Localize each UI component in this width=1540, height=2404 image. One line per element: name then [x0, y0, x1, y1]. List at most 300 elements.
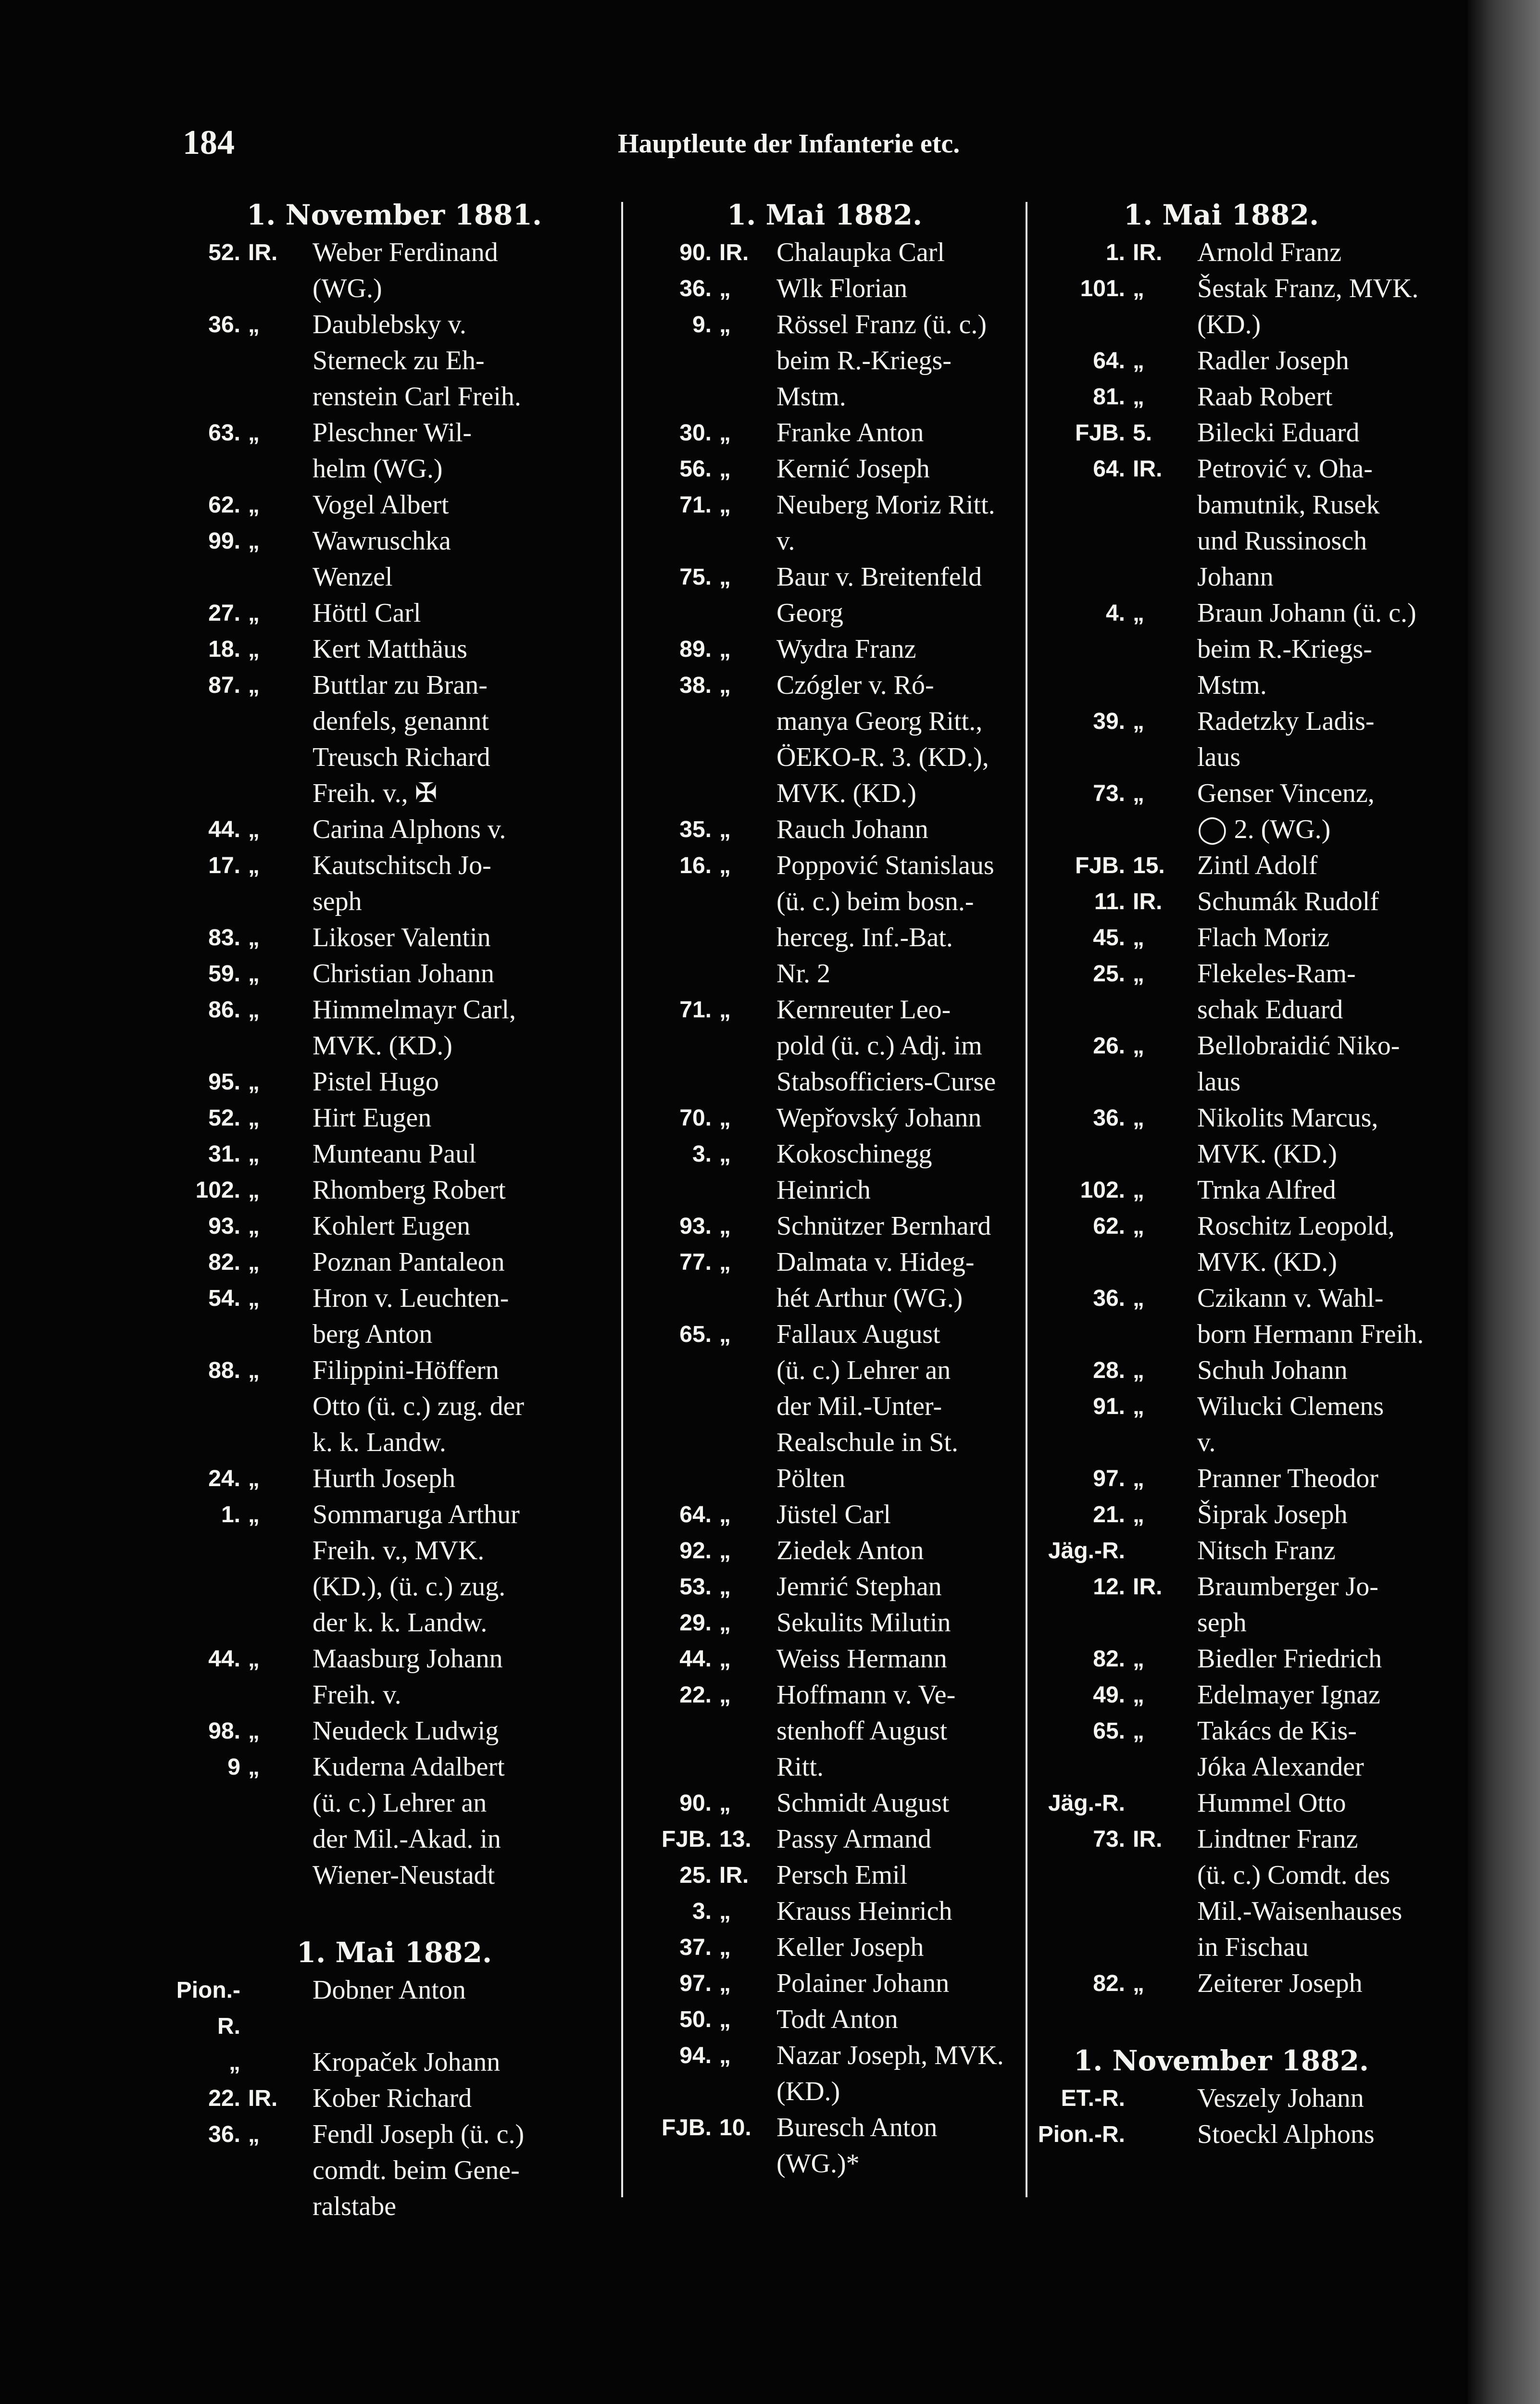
- regiment-type: „: [248, 1286, 260, 1311]
- entry-line: Hoffmann v. Ve-: [776, 1680, 956, 1710]
- regiment-number: 89.: [679, 637, 712, 662]
- roster-entry: [625, 992, 1024, 1100]
- regiment-number: 26.: [1093, 1033, 1125, 1059]
- roster-entry: [1029, 1208, 1414, 1280]
- entry-line: Genser Vincenz,: [1197, 778, 1375, 808]
- roster-entry: [1029, 1352, 1414, 1389]
- regiment-type: „: [719, 1790, 731, 1816]
- entry-line: MVK. (KD.): [776, 778, 916, 808]
- regiment-type: „: [719, 2007, 731, 2032]
- regiment-type: IR.: [1133, 1574, 1163, 1600]
- roster-entry: [168, 2116, 620, 2225]
- officer-name: [770, 1821, 1024, 1857]
- entry-line: Filippini-Höffern: [313, 1355, 499, 1385]
- roster-entry: [1029, 2080, 1414, 2116]
- roster-entry: [625, 1966, 1024, 2002]
- entry-line: Christian Johann: [313, 959, 494, 989]
- regiment-type: „: [719, 817, 731, 842]
- entry-line: MVK. (KD.): [1197, 1139, 1337, 1169]
- regiment-number: 52.: [208, 240, 240, 265]
- roster-entry: [1029, 2116, 1414, 2153]
- regiment-type: „: [1133, 925, 1144, 951]
- regiment-number: 101.: [1080, 276, 1125, 301]
- column-middle: [625, 192, 1024, 2182]
- officer-name: [1190, 271, 1418, 343]
- entry-line: k. k. Landw.: [313, 1427, 446, 1457]
- roster-entry: [625, 559, 1024, 631]
- page-number: 184: [183, 123, 235, 162]
- roster-entry: [168, 1244, 620, 1280]
- regiment-number: 3.: [692, 1141, 712, 1167]
- entry-line: hét Arthur (WG.): [776, 1283, 963, 1313]
- regiment-number: Jäg.-R.: [1048, 1790, 1125, 1816]
- regiment-type: „: [248, 997, 260, 1023]
- entry-line: (WG.)*: [776, 2149, 860, 2179]
- regiment-number: 86.: [208, 997, 240, 1023]
- regiment-number: 88.: [208, 1358, 240, 1383]
- roster-entry: [168, 667, 620, 812]
- entry-line: Polainer Johann: [776, 1968, 950, 1998]
- officer-name: [770, 1316, 1024, 1497]
- officer-name: [1190, 2116, 1414, 2153]
- regiment-type: „: [719, 997, 731, 1023]
- entry-line: ÖEKO-R. 3. (KD.),: [776, 742, 989, 772]
- officer-name: [1190, 1533, 1414, 1569]
- regiment-type: „: [1133, 781, 1144, 806]
- entry-line: (ü. c.) beim bosn.-: [776, 887, 974, 916]
- regiment-number: Jäg.-R.: [1048, 1538, 1125, 1564]
- regiment-type: „: [248, 673, 260, 698]
- regiment-type: „: [248, 492, 260, 518]
- entry-line: renstein Carl Freih.: [313, 382, 521, 412]
- officer-name: [1190, 343, 1414, 379]
- entry-line: Lindtner Franz: [1197, 1824, 1358, 1854]
- entry-line: pold (ü. c.) Adj. im: [776, 1031, 982, 1061]
- officer-name: [1190, 848, 1414, 884]
- entry-line: Neuberg Moriz Ritt.: [776, 490, 995, 520]
- regiment-number: 18.: [208, 637, 240, 662]
- entry-line: Sekulits Milutin: [776, 1608, 951, 1638]
- regiment-number: 93.: [679, 1214, 712, 1239]
- officer-name: [770, 1497, 1024, 1533]
- regiment-number: 45.: [1093, 925, 1125, 951]
- entry-line: Sommaruga Arthur: [313, 1500, 520, 1529]
- roster-entry: [1029, 379, 1414, 415]
- entry-line: schak Eduard: [1197, 995, 1343, 1025]
- regiment-type: „: [719, 1971, 731, 1996]
- officer-name: [770, 1136, 1024, 1208]
- regiment-type: „: [1133, 1033, 1144, 1059]
- regiment-type: „: [719, 1538, 731, 1564]
- regiment-number: 56.: [679, 456, 712, 482]
- entry-line: Munteanu Paul: [313, 1139, 476, 1169]
- regiment-number: 83.: [208, 925, 240, 951]
- entry-line: Raab Robert: [1197, 382, 1333, 412]
- roster-entry: [1029, 1100, 1414, 1172]
- regiment-number: 62.: [208, 492, 240, 518]
- officer-name: [770, 1641, 1024, 1677]
- entry-line: Edelmayer Ignaz: [1197, 1680, 1380, 1710]
- officer-name: [1190, 451, 1414, 595]
- regiment-number: 44.: [208, 817, 240, 842]
- regiment-number: 92.: [679, 1538, 712, 1564]
- regiment-type: „: [719, 1214, 731, 1239]
- roster-entry: [168, 631, 620, 667]
- entry-line: (KD.), (ü. c.) zug.: [313, 1572, 506, 1602]
- roster-entry: [625, 1497, 1024, 1533]
- officer-name: [306, 235, 620, 307]
- officer-name: [770, 1569, 1024, 1605]
- entry-line: Stabsofficiers-Curse: [776, 1067, 996, 1097]
- regiment-number: 1.: [1105, 240, 1125, 265]
- section-heading: 1. November 1881.: [246, 199, 542, 231]
- entry-line: Ritt.: [776, 1752, 824, 1782]
- regiment-number: 65.: [679, 1322, 712, 1347]
- entry-line: MVK. (KD.): [1197, 1247, 1337, 1277]
- regiment-number: 90.: [679, 240, 712, 265]
- regiment-number: 62.: [1093, 1214, 1125, 1239]
- regiment-type: IR.: [1133, 889, 1163, 914]
- roster-entry: [625, 1821, 1024, 1857]
- regiment-number: FJB.: [1075, 853, 1125, 878]
- entry-line: Kert Matthäus: [313, 634, 467, 664]
- entry-line: Arnold Franz: [1197, 238, 1342, 267]
- entry-line: Dobner Anton: [313, 1975, 466, 2005]
- regiment-type: „: [719, 420, 731, 446]
- regiment-number: 82.: [1093, 1646, 1125, 1672]
- regiment-type: „: [719, 1899, 731, 1924]
- regiment-number: 31.: [208, 1141, 240, 1167]
- regiment-type: „: [248, 1502, 260, 1528]
- officer-name: [770, 2110, 1024, 2182]
- regiment-number: 21.: [1093, 1502, 1125, 1528]
- roster-entry: [625, 1569, 1024, 1605]
- entry-line: Radler Joseph: [1197, 346, 1349, 376]
- roster-entry: [168, 1641, 620, 1713]
- regiment-number: 44.: [208, 1646, 240, 1672]
- regiment-type: „: [719, 1935, 731, 1960]
- roster-entry: [625, 1857, 1024, 1893]
- entry-line: Krauss Heinrich: [776, 1896, 952, 1926]
- entry-line: Wydra Franz: [776, 634, 916, 664]
- regiment-type: „: [719, 1322, 731, 1347]
- regiment-type: „: [248, 1177, 260, 1203]
- officer-name: [306, 1641, 620, 1713]
- regiment-number: 36.: [1093, 1286, 1125, 1311]
- roster-entry: [625, 631, 1024, 667]
- entry-line: Jemrić Stephan: [776, 1572, 942, 1602]
- regiment-type: „: [248, 528, 260, 554]
- entry-line: Höttl Carl: [313, 598, 421, 628]
- roster-entry: [168, 1713, 620, 1749]
- officer-name: [306, 631, 620, 667]
- regiment-type: „: [248, 1754, 260, 1780]
- roster-entry: [168, 1100, 620, 1136]
- entry-line: Zintl Adolf: [1197, 851, 1318, 880]
- officer-name: [306, 307, 620, 415]
- officer-name: [1190, 1208, 1414, 1280]
- officer-name: [770, 2002, 1024, 2038]
- officer-name: [770, 307, 1024, 415]
- regiment-number: 95.: [208, 1069, 240, 1095]
- officer-name: [1190, 920, 1414, 956]
- officer-name: [306, 1280, 620, 1352]
- roster-entry: [625, 1208, 1024, 1244]
- entry-line: MVK. (KD.): [313, 1031, 452, 1061]
- roster-entry: [168, 1461, 620, 1497]
- officer-name: [306, 992, 620, 1064]
- regiment-number: 82.: [1093, 1971, 1125, 1996]
- regiment-number: 70.: [679, 1105, 712, 1131]
- roster-entry: [168, 956, 620, 992]
- regiment-type: „: [1133, 709, 1144, 734]
- regiment-type: „: [1133, 384, 1144, 410]
- entry-line: Pistel Hugo: [313, 1067, 439, 1097]
- regiment-number: 44.: [679, 1646, 712, 1672]
- entry-line: seph: [1197, 1608, 1247, 1638]
- officer-name: [1190, 415, 1414, 451]
- roster-entry: [1029, 271, 1419, 343]
- entry-line: Wenzel: [313, 562, 393, 592]
- running-title: Hauptleute der Infanterie etc.: [618, 129, 960, 159]
- entry-line: Realschule in St.: [776, 1427, 958, 1457]
- officer-name: [306, 1497, 620, 1641]
- entry-line: laus: [1197, 742, 1241, 772]
- officer-name: [306, 920, 620, 956]
- entry-line: Kuderna Adalbert: [313, 1752, 505, 1782]
- officer-name: [306, 848, 620, 920]
- roster-entry: [1029, 415, 1414, 451]
- officer-name: [770, 235, 1024, 271]
- regiment-type: „: [1133, 1105, 1144, 1131]
- regiment-type: „: [719, 312, 731, 338]
- column-rule: [1026, 202, 1027, 2197]
- entry-line: (KD.): [776, 2077, 840, 2106]
- officer-name: [1190, 1172, 1414, 1208]
- roster-entry: [168, 523, 620, 595]
- roster-entry: [1029, 703, 1414, 776]
- regiment-type: „: [1133, 348, 1144, 374]
- regiment-type: [240, 1972, 306, 2044]
- roster-entry: [625, 2002, 1024, 2038]
- roster-entry: [1029, 1569, 1414, 1641]
- column-left: [168, 192, 620, 2225]
- entry-line: Hurth Joseph: [313, 1464, 456, 1493]
- roster-entry: [1029, 595, 1414, 703]
- entry-line: Todt Anton: [776, 2004, 898, 2034]
- officer-name: [770, 1929, 1024, 1966]
- entry-line: Weiss Hermann: [776, 1644, 947, 1674]
- regiment-number: 28.: [1093, 1358, 1125, 1383]
- roster-entry: [1029, 920, 1414, 956]
- officer-name: [770, 1244, 1024, 1316]
- roster-entry: [168, 992, 620, 1064]
- roster-entry: [625, 1100, 1024, 1136]
- regiment-type: „: [719, 1141, 731, 1167]
- entry-line: Freih. v., ✠: [313, 778, 438, 808]
- regiment-number: FJB.: [661, 1827, 712, 1852]
- entry-line: Hron v. Leuchten-: [313, 1283, 509, 1313]
- entry-line: Hummel Otto: [1197, 1788, 1346, 1818]
- entry-line: Neudeck Ludwig: [313, 1716, 499, 1746]
- officer-name: [306, 523, 620, 595]
- roster-entry: [625, 307, 1024, 415]
- officer-name: [1190, 1821, 1414, 1966]
- entry-line: Baur v. Breitenfeld: [776, 562, 982, 592]
- roster-entry: [1029, 451, 1414, 595]
- roster-entry: [1029, 1028, 1414, 1100]
- regiment-type: [1125, 2080, 1190, 2116]
- regiment-type: „: [248, 1646, 260, 1672]
- regiment-number: 3.: [692, 1899, 712, 1924]
- entry-line: Stoeckl Alphons: [1197, 2119, 1375, 2149]
- officer-name: [306, 1172, 620, 1208]
- officer-name: [770, 667, 1024, 812]
- regiment-number: 82.: [208, 1250, 240, 1275]
- regiment-type: „: [1133, 1718, 1144, 1744]
- entry-line: Schnützer Bernhard: [776, 1211, 991, 1241]
- entry-line: v.: [776, 526, 795, 556]
- roster-entry: [168, 1972, 620, 2044]
- officer-name: [1190, 1713, 1414, 1785]
- officer-name: [306, 595, 620, 631]
- entry-line: Wlk Florian: [776, 274, 908, 303]
- regiment-number: 25.: [1093, 961, 1125, 987]
- regiment-type: „: [1133, 1177, 1144, 1203]
- regiment-number: 52.: [208, 1105, 240, 1131]
- officer-name: [306, 1100, 620, 1136]
- roster-entry: [625, 2110, 1024, 2182]
- regiment-number: 81.: [1093, 384, 1125, 410]
- entry-line: (ü. c.) Lehrer an: [776, 1355, 951, 1385]
- officer-name: [306, 1244, 620, 1280]
- roster-entry: [168, 487, 620, 523]
- officer-name: [1190, 1677, 1414, 1713]
- roster-entry: [625, 487, 1024, 559]
- entry-line: Wepřovský Johann: [776, 1103, 982, 1133]
- regiment-number: 99.: [208, 528, 240, 554]
- regiment-type: 15.: [1133, 853, 1165, 878]
- regiment-type: „: [1133, 1358, 1144, 1383]
- officer-name: [770, 1208, 1024, 1244]
- entry-line: Rössel Franz (ü. c.): [776, 310, 987, 339]
- roster-entry: [625, 1136, 1024, 1208]
- officer-name: [1190, 1785, 1414, 1821]
- roster-entry: [1029, 1713, 1414, 1785]
- entry-line: Schuh Johann: [1197, 1355, 1348, 1385]
- regiment-type: „: [1133, 1502, 1144, 1528]
- entry-line: Keller Joseph: [776, 1932, 924, 1962]
- regiment-number: FJB.: [1075, 420, 1125, 446]
- regiment-type: „: [248, 1069, 260, 1095]
- regiment-number: 29.: [679, 1610, 712, 1636]
- roster-entry: [1029, 956, 1414, 1028]
- entry-line: (KD.): [1197, 310, 1261, 339]
- entry-line: Persch Emil: [776, 1860, 908, 1890]
- regiment-number: 36.: [208, 2122, 240, 2147]
- officer-name: [1190, 1641, 1414, 1677]
- entry-line: und Russinosch: [1197, 526, 1367, 556]
- entry-line: born Hermann Freih.: [1197, 1319, 1424, 1349]
- entry-line: laus: [1197, 1067, 1241, 1097]
- regiment-type: „: [719, 673, 731, 698]
- officer-name: [306, 1749, 620, 1893]
- roster-entry: [168, 595, 620, 631]
- regiment-type: „: [1133, 1214, 1144, 1239]
- roster-entry: [1029, 1533, 1414, 1569]
- officer-name: [306, 1972, 620, 2044]
- regiment-type: „: [719, 1646, 731, 1672]
- regiment-type: „: [719, 492, 731, 518]
- entry-line: Wawruschka: [313, 526, 451, 556]
- regiment-type: „: [1133, 1286, 1144, 1311]
- entry-line: Schumák Rudolf: [1197, 887, 1379, 916]
- regiment-number: 30.: [679, 420, 712, 446]
- regiment-type: „: [1133, 1971, 1144, 1996]
- entry-line: bamutnik, Rusek: [1197, 490, 1380, 520]
- entry-line: beim R.-Kriegs-: [776, 346, 952, 376]
- column-right: [1029, 192, 1424, 2153]
- entry-line: Nr. 2: [776, 959, 830, 989]
- regiment-number: 50.: [679, 2007, 712, 2032]
- regiment-type: „: [1133, 601, 1144, 626]
- officer-name: [770, 271, 1024, 307]
- regiment-number: ET.-R.: [1061, 2086, 1125, 2111]
- roster-entry: [168, 1208, 620, 1244]
- entry-line: seph: [313, 887, 362, 916]
- section-heading: 1. Mai 1882.: [726, 199, 923, 231]
- regiment-number: „: [229, 2050, 240, 2075]
- entry-line: Passy Armand: [776, 1824, 931, 1854]
- roster-entry: [625, 271, 1024, 307]
- entry-line: Bilecki Eduard: [1197, 418, 1360, 448]
- regiment-type: [1125, 2116, 1190, 2153]
- regiment-type: „: [248, 853, 260, 878]
- regiment-type: „: [719, 1574, 731, 1600]
- roster-entry: [625, 812, 1024, 848]
- officer-name: [306, 1352, 620, 1461]
- regiment-type: IR.: [719, 1863, 749, 1888]
- regiment-number: 73.: [1093, 781, 1125, 806]
- roster-entry: [1029, 1966, 1414, 2002]
- entry-line: Daublebsky v.: [313, 310, 466, 339]
- section-heading: 1. Mai 1882.: [296, 1936, 492, 1969]
- entry-line: Rauch Johann: [776, 814, 928, 844]
- roster-entry: [625, 1641, 1024, 1677]
- regiment-type: [1125, 1533, 1190, 1569]
- entry-line: Flekeles-Ram-: [1197, 959, 1356, 989]
- roster-entry: [168, 2044, 620, 2080]
- regiment-number: 64.: [679, 1502, 712, 1528]
- entry-line: Dalmata v. Hideg-: [776, 1247, 975, 1277]
- roster-entry: [168, 235, 620, 307]
- officer-name: [1190, 703, 1414, 776]
- entry-line: manya Georg Ritt.,: [776, 706, 983, 736]
- regiment-number: 77.: [679, 1250, 712, 1275]
- entry-line: herceg. Inf.-Bat.: [776, 923, 953, 952]
- entry-line: Pranner Theodor: [1197, 1464, 1378, 1493]
- entry-line: Freih. v.: [313, 1680, 401, 1710]
- entry-line: Czikann v. Wahl-: [1197, 1283, 1384, 1313]
- entry-line: der Mil.-Unter-: [776, 1391, 942, 1421]
- entry-line: Takács de Kis-: [1197, 1716, 1357, 1746]
- entry-line: Heinrich: [776, 1175, 871, 1205]
- regiment-type: „: [248, 961, 260, 987]
- regiment-type: „: [248, 1358, 260, 1383]
- regiment-number: 64.: [1093, 348, 1125, 374]
- roster-entry: [168, 1749, 620, 1893]
- officer-name: [306, 415, 620, 487]
